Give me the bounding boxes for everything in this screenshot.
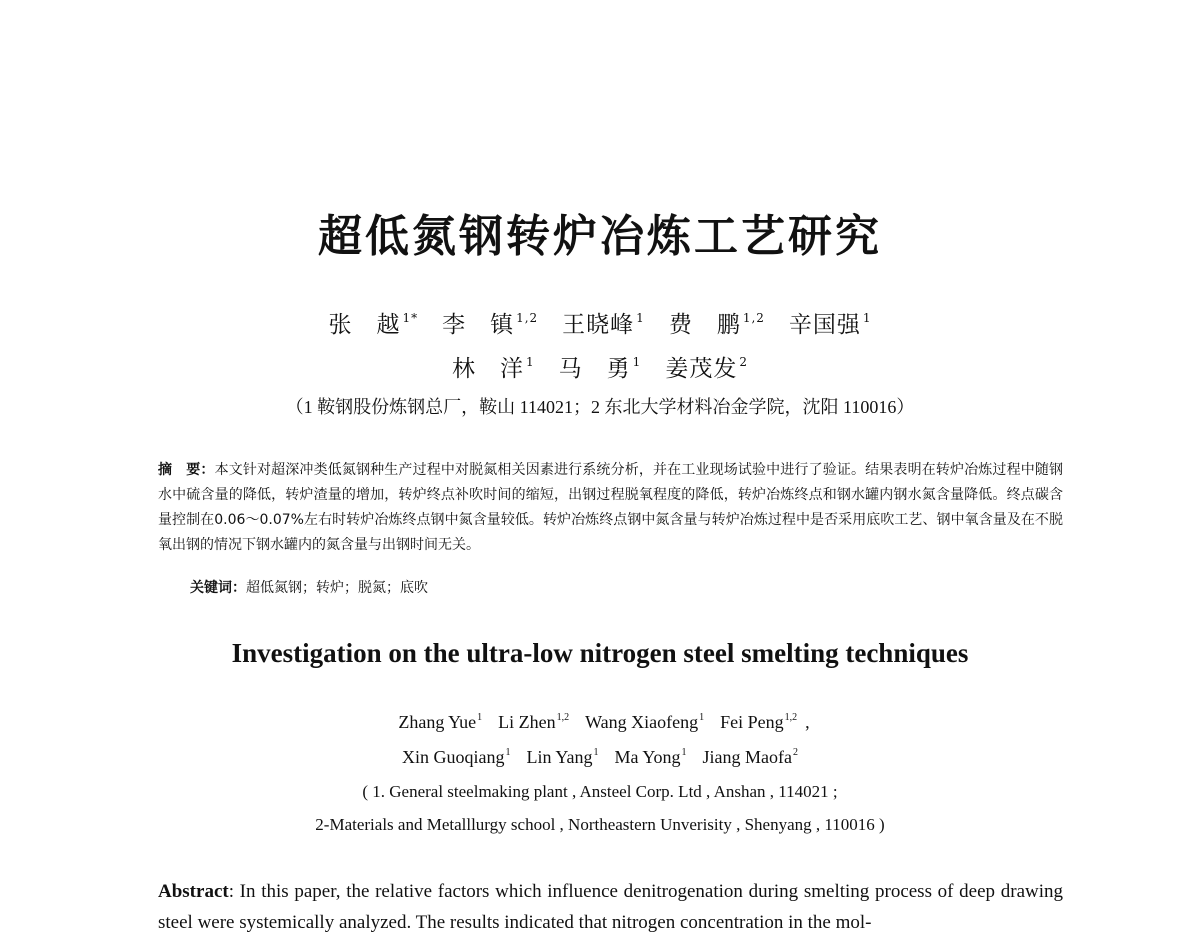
author [559, 356, 642, 382]
chinese-keywords-label: 关键词： [190, 580, 246, 596]
author-name: Lin Yang [526, 747, 593, 767]
author [442, 312, 538, 338]
author-name: Li Zhen [498, 712, 556, 732]
chinese-abstract-text: 本文针对超深冲类低氮钢种生产过程中对脱氮相关因素进行系统分析，并在工业现场试验中进行了验证。结果表明在转炉冶炼过程中随钢水中硫含量的降低，转炉渣量的增加，转炉终点补吹时间的缩短，出钢过程脱氧程度的降低，转炉冶炼终点和钢水罐内钢水氮含量降低。终点碳含量控制在0.06～0.07%左右时转炉冶炼终点钢中氮含量较低。转炉冶炼终点钢中氮含量与转炉冶炼过程中是否采用底吹工艺、钢中氧含量及在不脱氧出钢的情况下钢水罐内的氮含量与出钢时间无关。 [158, 462, 1064, 553]
author [498, 712, 569, 732]
author [402, 747, 511, 767]
author [562, 312, 645, 338]
author [452, 356, 535, 382]
author-name: 李 镇 [442, 312, 515, 338]
chinese-abstract-label: 摘 要： [158, 462, 215, 478]
chinese-authors-line-1 [0, 306, 1200, 339]
author-name: 姜茂发 [665, 356, 738, 382]
author-name: Zhang Yue [398, 712, 477, 732]
english-authors-line-1-list [390, 712, 805, 732]
author-affiliation-mark: 1,2 [516, 311, 539, 325]
author-affiliation-mark: 2 [739, 355, 748, 369]
author-name: 林 洋 [452, 356, 525, 382]
author [585, 712, 704, 732]
author-affiliation-mark: 1 [632, 355, 642, 369]
english-affiliation-line-1: ( 1. General steelmaking plant , Ansteel Corp. Ltd , Anshan , 114021 ; [362, 782, 838, 801]
author-name: Xin Guoqiang [401, 747, 505, 767]
author-affiliation-mark: 1 [862, 311, 872, 325]
chinese-keywords [190, 577, 428, 597]
author [665, 356, 748, 382]
author [703, 747, 798, 767]
author [615, 747, 687, 767]
english-abstract [158, 876, 1063, 938]
author-name: 张 越 [328, 312, 401, 338]
author-affiliation-mark: 1 [636, 311, 645, 325]
chinese-title: 超低氮钢转炉冶炼工艺研究 [318, 211, 882, 262]
english-affiliation-line-2: 2-Materials and Metalllurgy school , Northeastern Unverisity , Shenyang , 110016 ) [315, 815, 885, 834]
author-name: 马 勇 [558, 356, 631, 382]
author-name: Fei Peng [720, 712, 784, 732]
author-affiliation-mark: 1,2 [556, 712, 570, 723]
english-abstract-text: : In this paper, the relative factors which influence denitrogenation during smelting process of deep drawing steel were systemically analyzed. The results indicated that nitrogen concentration in the mol- [158, 881, 1063, 933]
author [526, 747, 598, 767]
author-name: 辛国强 [788, 312, 861, 338]
author [789, 312, 872, 338]
chinese-affiliation: （1 鞍钢股份炼钢总厂，鞍山 114021；2 东北大学材料冶金学院，沈阳 110016） [285, 397, 915, 417]
author-affiliation-mark: 1,2 [784, 712, 798, 723]
english-title: Investigation on the ultra-low nitrogen steel smelting techniques [231, 638, 969, 668]
author-affiliation-mark: 1 [593, 747, 599, 758]
author [720, 712, 797, 732]
author-name: 费 鹏 [668, 312, 741, 338]
author-name: Ma Yong [614, 747, 681, 767]
author-name: Wang Xiaofeng [585, 712, 699, 732]
author-affiliation-mark: 1 [505, 747, 511, 758]
author-affiliation-mark: 1 [477, 712, 483, 723]
author-affiliation-mark: 1 [526, 355, 535, 369]
english-authors-line-2 [0, 747, 1200, 768]
author-name: Jiang Maofa [702, 747, 793, 767]
english-abstract-label: Abstract [158, 881, 229, 902]
chinese-abstract [158, 458, 1063, 558]
author [328, 312, 418, 338]
chinese-keywords-text: 超低氮钢；转炉；脱氮；底吹 [246, 580, 428, 596]
author-name: 王晓峰 [562, 312, 635, 338]
author-affiliation-mark: 1,2 [742, 311, 765, 325]
author [669, 312, 765, 338]
chinese-authors-line-2 [0, 350, 1200, 383]
author-affiliation-mark: 1* [402, 311, 419, 325]
author-affiliation-mark: 2 [793, 747, 799, 758]
english-authors-line-1 [0, 712, 1200, 733]
author-affiliation-mark: 1 [699, 712, 705, 723]
english-authors-line-1-end: , [805, 712, 810, 732]
author [398, 712, 482, 732]
author-affiliation-mark: 1 [681, 747, 687, 758]
